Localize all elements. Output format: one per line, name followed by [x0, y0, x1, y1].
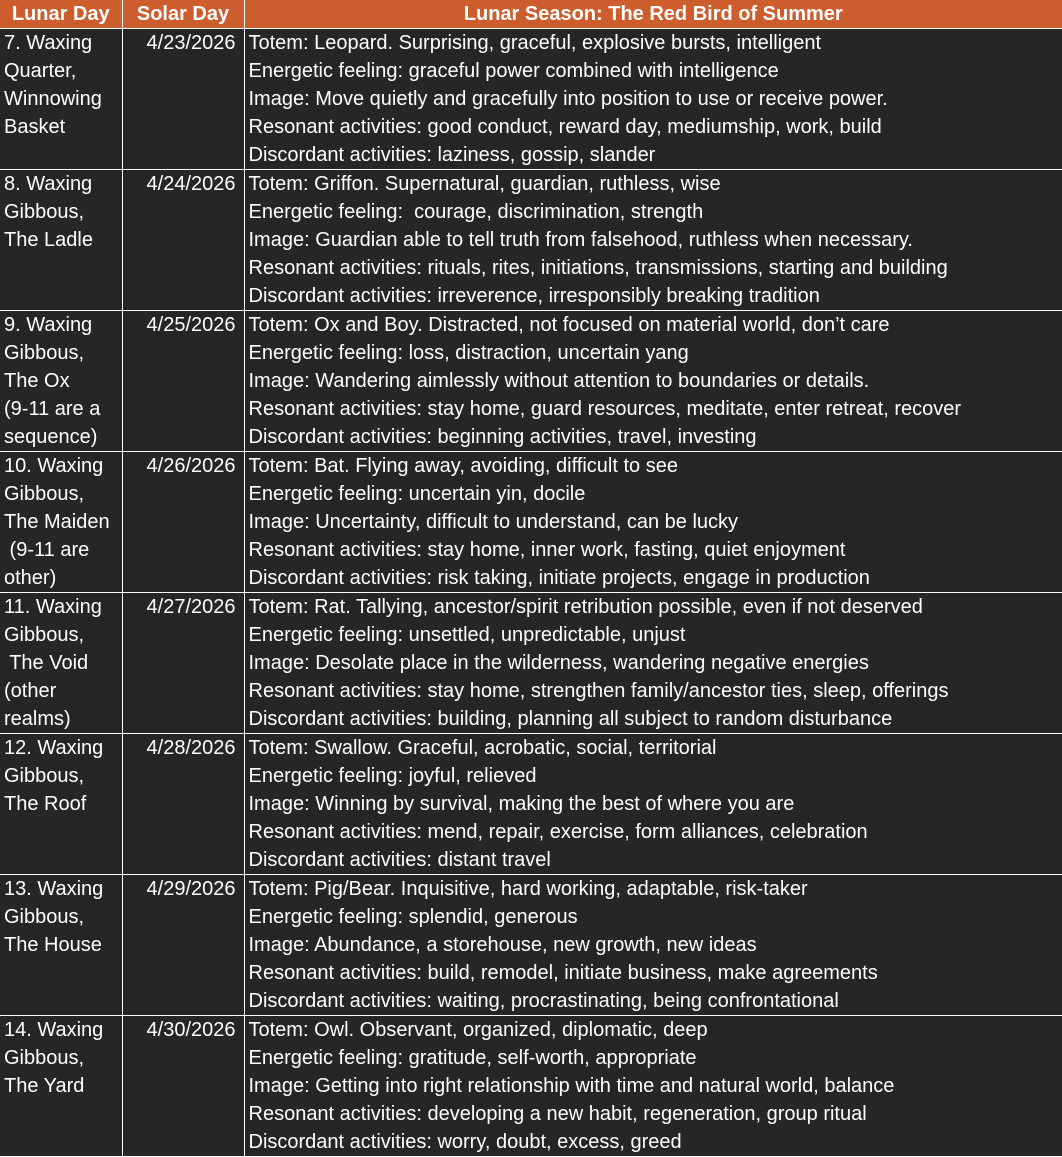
description-cell — [244, 452, 1062, 593]
header-lunar-day: Lunar Day — [0, 0, 122, 29]
description-cell — [244, 875, 1062, 1016]
description-cell — [244, 593, 1062, 734]
discordant-activities-line: Discordant activities: waiting, procrastinating, being confrontational — [248, 990, 839, 1012]
discordant-activities-line: Discordant activities: irreverence, irresponsibly breaking tradition — [248, 285, 820, 307]
header-solar-day: Solar Day — [122, 0, 244, 29]
solar-day-cell: 4/25/2026 — [122, 311, 244, 452]
discordant-activities-line: Discordant activities: beginning activities, travel, investing — [248, 426, 757, 448]
discordant-activities-line: Discordant activities: laziness, gossip, slander — [248, 144, 656, 166]
table-row — [0, 29, 1062, 170]
image-line: Image: Move quietly and gracefully into position to use or receive power. — [248, 88, 888, 110]
solar-day-cell: 4/23/2026 — [122, 29, 244, 170]
resonant-activities-line: Resonant activities: rituals, rites, initiations, transmissions, starting and building — [248, 257, 948, 279]
resonant-activities-line: Resonant activities: stay home, strengthen family/ancestor ties, sleep, offerings — [248, 680, 949, 702]
image-line: Image: Getting into right relationship with time and natural world, balance — [248, 1075, 895, 1097]
resonant-activities-line: Resonant activities: mend, repair, exercise, form alliances, celebration — [248, 821, 868, 843]
totem-line: Totem: Leopard. Surprising, graceful, explosive bursts, intelligent — [248, 32, 822, 54]
table-row — [0, 452, 1062, 593]
energetic-feeling-line: Energetic feeling: courage, discrimination, strength — [248, 201, 704, 223]
totem-line: Totem: Bat. Flying away, avoiding, difficult to see — [248, 455, 678, 477]
solar-day-cell: 4/26/2026 — [122, 452, 244, 593]
table-header — [0, 0, 1062, 29]
image-line: Image: Wandering aimlessly without attention to boundaries or details. — [248, 370, 870, 392]
image-line: Image: Guardian able to tell truth from falsehood, ruthless when necessary. — [248, 229, 913, 251]
energetic-feeling-line: Energetic feeling: gratitude, self-worth, appropriate — [248, 1047, 697, 1069]
energetic-feeling-line: Energetic feeling: graceful power combined with intelligence — [248, 60, 779, 82]
discordant-activities-line: Discordant activities: building, planning all subject to random disturbance — [248, 708, 893, 730]
energetic-feeling-line: Energetic feeling: splendid, generous — [248, 906, 578, 928]
solar-day-cell: 4/30/2026 — [122, 1016, 244, 1157]
resonant-activities-line: Resonant activities: stay home, inner work, fasting, quiet enjoyment — [248, 539, 846, 561]
image-line: Image: Uncertainty, difficult to understand, can be lucky — [248, 511, 739, 533]
header-row — [0, 0, 1062, 29]
table-row — [0, 734, 1062, 875]
image-line: Image: Desolate place in the wilderness, wandering negative energies — [248, 652, 869, 674]
discordant-activities-line: Discordant activities: risk taking, initiate projects, engage in production — [248, 567, 870, 589]
table-body — [0, 29, 1062, 1157]
description-cell — [244, 29, 1062, 170]
lunar-day-cell: 11. Waxing Gibbous, The Void (other realms) — [0, 593, 122, 734]
lunar-day-cell: 8. Waxing Gibbous, The Ladle — [0, 170, 122, 311]
totem-line: Totem: Swallow. Graceful, acrobatic, social, territorial — [248, 737, 717, 759]
lunar-day-cell: 13. Waxing Gibbous, The House — [0, 875, 122, 1016]
table-row — [0, 1016, 1062, 1157]
solar-day-cell: 4/28/2026 — [122, 734, 244, 875]
discordant-activities-line: Discordant activities: worry, doubt, excess, greed — [248, 1131, 682, 1153]
lunar-day-cell: 9. Waxing Gibbous, The Ox (9-11 are a sequence) — [0, 311, 122, 452]
totem-line: Totem: Ox and Boy. Distracted, not focused on material world, don’t care — [248, 314, 890, 336]
totem-line: Totem: Owl. Observant, organized, diplomatic, deep — [248, 1019, 708, 1041]
resonant-activities-line: Resonant activities: build, remodel, initiate business, make agreements — [248, 962, 878, 984]
image-line: Image: Winning by survival, making the best of where you are — [248, 793, 795, 815]
energetic-feeling-line: Energetic feeling: joyful, relieved — [248, 765, 537, 787]
solar-day-cell: 4/27/2026 — [122, 593, 244, 734]
solar-day-cell: 4/24/2026 — [122, 170, 244, 311]
table-row — [0, 311, 1062, 452]
resonant-activities-line: Resonant activities: good conduct, reward day, mediumship, work, build — [248, 116, 882, 138]
totem-line: Totem: Pig/Bear. Inquisitive, hard working, adaptable, risk-taker — [248, 878, 808, 900]
header-lunar-season: Lunar Season: The Red Bird of Summer — [244, 0, 1062, 29]
description-cell — [244, 1016, 1062, 1157]
resonant-activities-line: Resonant activities: stay home, guard resources, meditate, enter retreat, recover — [248, 398, 962, 420]
description-cell — [244, 170, 1062, 311]
energetic-feeling-line: Energetic feeling: uncertain yin, docile — [248, 483, 586, 505]
description-cell — [244, 734, 1062, 875]
lunar-day-cell: 12. Waxing Gibbous, The Roof — [0, 734, 122, 875]
lunar-day-cell: 7. Waxing Quarter, Winnowing Basket — [0, 29, 122, 170]
lunar-day-cell: 14. Waxing Gibbous, The Yard — [0, 1016, 122, 1157]
totem-line: Totem: Rat. Tallying, ancestor/spirit retribution possible, even if not deserved — [248, 596, 923, 618]
solar-day-cell: 4/29/2026 — [122, 875, 244, 1016]
discordant-activities-line: Discordant activities: distant travel — [248, 849, 551, 871]
resonant-activities-line: Resonant activities: developing a new habit, regeneration, group ritual — [248, 1103, 867, 1125]
table-row — [0, 875, 1062, 1016]
table-row — [0, 170, 1062, 311]
image-line: Image: Abundance, a storehouse, new growth, new ideas — [248, 934, 757, 956]
description-cell — [244, 311, 1062, 452]
energetic-feeling-line: Energetic feeling: unsettled, unpredictable, unjust — [248, 624, 686, 646]
table-row — [0, 593, 1062, 734]
totem-line: Totem: Griffon. Supernatural, guardian, ruthless, wise — [248, 173, 721, 195]
energetic-feeling-line: Energetic feeling: loss, distraction, uncertain yang — [248, 342, 689, 364]
lunar-day-cell: 10. Waxing Gibbous, The Maiden (9-11 are other) — [0, 452, 122, 593]
